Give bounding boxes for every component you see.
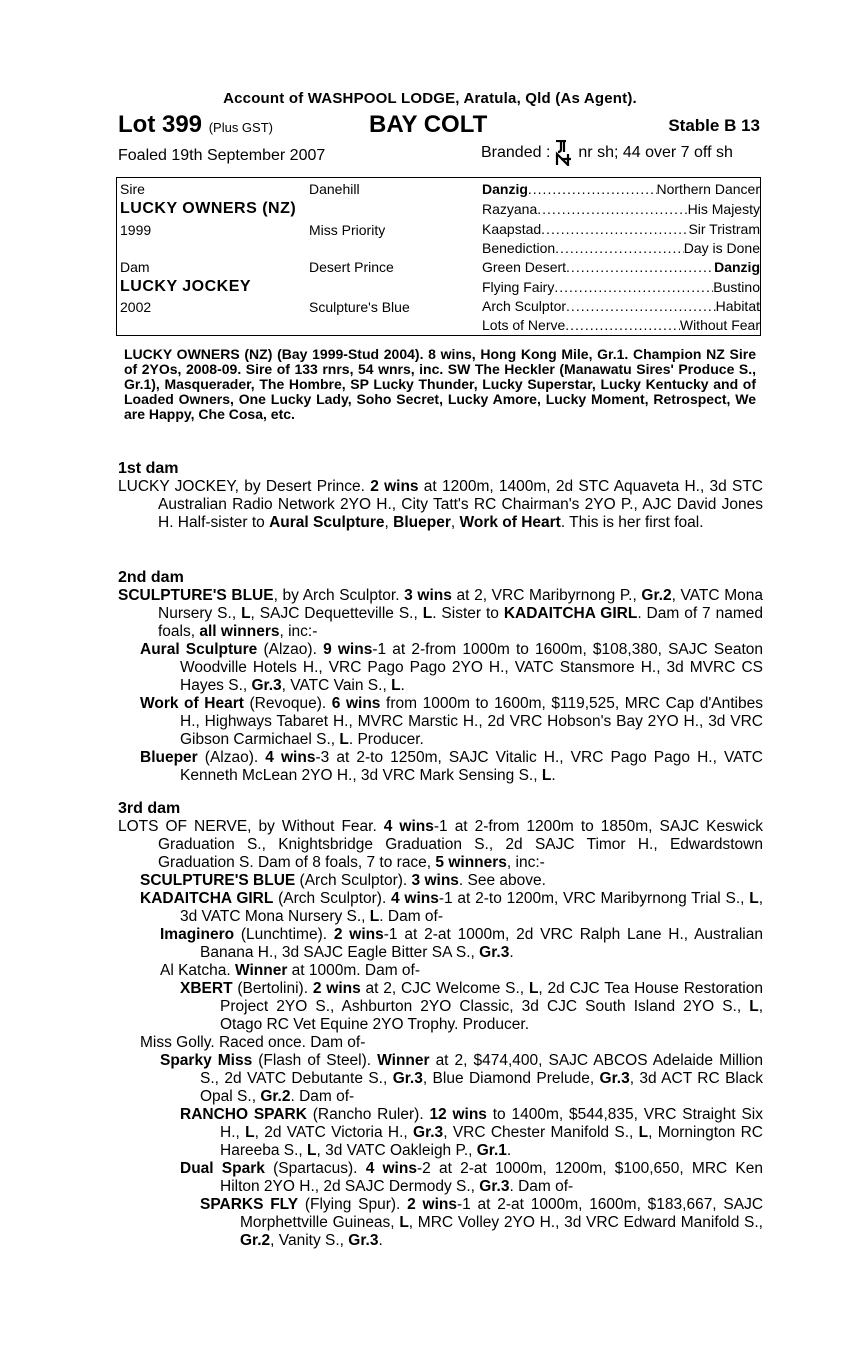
bold-run: Imaginero — [160, 926, 235, 943]
text-run: -1 at 2-at 1000m, 1600m, $183,667, SAJC Morphettville Guineas, — [240, 1196, 764, 1231]
bold-run: Gr.3 — [599, 1070, 630, 1087]
ancestor-sire: Danzig — [714, 259, 760, 275]
progeny-aural-sculpture — [118, 641, 763, 695]
text-run: (Arch Sculptor). — [295, 872, 412, 889]
bold-run: Gr.2 — [240, 1232, 271, 1249]
brand-details: nr sh; 44 over 7 off sh — [578, 144, 733, 161]
dam-sire: Desert Prince — [309, 259, 394, 275]
bold-run: Gr.3 — [348, 1232, 379, 1249]
sire-dam: Miss Priority — [309, 222, 386, 238]
first-dam-text — [118, 478, 763, 532]
bold-run: KADAITCHA GIRL — [503, 605, 638, 622]
bold-run: 2 wins — [312, 980, 361, 997]
text-run: . — [509, 944, 514, 961]
text-run: , Mornington RC Hareeba S., — [220, 1124, 763, 1159]
second-dam-heading: 2nd dam — [118, 569, 184, 586]
leader-dots — [555, 240, 684, 256]
lot-number — [118, 111, 273, 139]
ancestor-sire: Without Fear — [679, 317, 760, 333]
text-run: , 3d VATC Oakleigh P., — [316, 1142, 477, 1159]
bold-run: Winner — [377, 1052, 430, 1069]
ancestor-name: Flying Fairy — [482, 279, 555, 295]
leader-dots — [565, 317, 680, 333]
bold-run: 3 wins — [404, 587, 452, 604]
bold-run: L — [245, 1124, 255, 1141]
bold-run: 5 winners — [435, 854, 507, 871]
bold-run: Blueper — [393, 514, 451, 531]
first-dam-section — [118, 460, 763, 532]
text-run: , — [450, 514, 460, 531]
text-run: LUCKY JOCKEY, by Desert Prince. — [118, 478, 371, 495]
progeny-work-of-heart — [118, 695, 763, 749]
bold-run: XBERT — [180, 980, 233, 997]
sire-label: Sire — [120, 181, 145, 197]
text-run: at 2, $474,400, SAJC ABCOS Adelaide Million S., 2d VATC Debutante S., — [200, 1052, 764, 1087]
text-run: , VATC Vain S., — [281, 677, 392, 694]
third-dam-section — [118, 800, 763, 1250]
bold-run: 4 wins — [365, 1160, 417, 1177]
bold-run: 3 wins — [411, 872, 459, 889]
bold-run: L — [422, 605, 433, 622]
text-run: at 1000m. Dam of- — [287, 962, 421, 979]
text-run: , VATC Mona Nursery S., — [158, 587, 763, 622]
text-run: , Blue Diamond Prelude, — [422, 1070, 600, 1087]
sire-year: 1999 — [120, 222, 152, 238]
bold-run: Gr.1 — [476, 1142, 507, 1159]
text-run: . Dam of- — [379, 908, 443, 925]
bold-run: L — [391, 677, 401, 694]
third-dam-heading: 3rd dam — [118, 800, 181, 817]
ancestor-sire: Habitat — [715, 298, 760, 314]
bold-run: 2 wins — [370, 478, 419, 495]
bold-run: Aural Sculpture — [269, 514, 385, 531]
third-dam-text — [118, 818, 763, 872]
leader-dots — [554, 279, 713, 295]
ancestor-sire: Sir Tristram — [688, 221, 760, 237]
sire-summary: LUCKY OWNERS (NZ) (Bay 1999-Stud 2004). 8 wins, Hong Kong Mile, Gr.1. Champion NZ Sire of 2YOs, 2008-09. Sire of 133 rnrs, 54 wnrs, inc. SW The Heckler (Manawatu Sires' Produce S., Gr.1), Masquerader, The Hombre, SP Lucky Thunder, Lucky Superstar, Lucky Kentucky and of Loaded Owners, One Lucky Lady, Soho Secret, Lucky Amore, Lucky Moment, Retrospect, We are Happy, Che Cosa, etc. — [124, 346, 756, 422]
ancestor-sire: Day is Done — [683, 240, 760, 256]
bold-run: 12 wins — [429, 1106, 487, 1123]
text-run: -1 at 2-from 1000m to 1600m, $108,380, SAJC Seaton Woodville Hotels H., VRC Pago Pago 2YO H., VATC Stansmore H., 3d MVRC CS Hayes S., — [180, 641, 763, 694]
text-run: at 1200m, 1400m, 2d STC Aquaveta H., 3d STC Australian Radio Network 2YO H., City Tatt's RC Chairman's 2YO P., AJC David Jones H. Half-sister to — [158, 478, 763, 531]
text-run: (Lunchtime). — [234, 926, 334, 943]
text-run: (Flying Spur). — [298, 1196, 408, 1213]
ancestor-row — [482, 259, 760, 275]
account-line: Account of WASHPOOL LODGE, Aratula, Qld (As Agent). — [223, 90, 637, 107]
text-run: -2 at 2-at 1000m, 1200m, $100,650, MRC Ken Hilton 2YO H., 2d SAJC Dermody S., — [220, 1160, 763, 1195]
text-run: Al Katcha. — [160, 962, 235, 979]
text-run: LOTS OF NERVE, by Without Fear. — [118, 818, 384, 835]
bold-run: RANCHO SPARK — [180, 1106, 307, 1123]
leader-dots — [528, 181, 657, 197]
ancestor-sire: His Majesty — [687, 201, 760, 217]
ancestor-name: Danzig — [482, 181, 528, 197]
progeny-blueper — [118, 749, 763, 785]
bold-run: 4 wins — [265, 749, 316, 766]
first-dam-heading: 1st dam — [118, 460, 179, 477]
bold-run: L — [749, 998, 759, 1015]
brand-mark-icon — [554, 140, 574, 166]
text-run: . See above. — [458, 872, 546, 889]
bold-run: Sparky Miss — [160, 1052, 253, 1069]
bold-run: L — [369, 908, 380, 925]
text-run: , 3d ACT RC Black Opal S., — [200, 1070, 763, 1105]
text-run: , Otago RC Vet Equine 2YO Trophy. Producer. — [220, 998, 763, 1033]
horse-description: BAY COLT — [369, 111, 488, 138]
brand-info — [481, 140, 733, 166]
bold-run: 9 wins — [323, 641, 373, 658]
bold-run: Gr.3 — [251, 677, 282, 694]
text-run: , VRC Chester Manifold S., — [443, 1124, 639, 1141]
bold-run: L — [307, 1142, 317, 1159]
bold-run: 4 wins — [391, 890, 439, 907]
bold-run: L — [541, 767, 552, 784]
leader-dots — [566, 259, 714, 275]
ancestor-row — [482, 317, 760, 333]
text-run: (Arch Sculptor). — [273, 890, 392, 907]
progeny-xbert — [118, 980, 763, 1034]
text-run: . Sister to — [432, 605, 504, 622]
text-run: . — [506, 1142, 512, 1159]
text-run: , 2d CJC Tea House Restoration Project 2YO S., Ashburton 2YO Classic, 3d CJC South Island 2YO S., — [220, 980, 763, 1015]
ancestor-row — [482, 240, 760, 256]
text-run: -1 at 2-at 1000m, 2d VRC Ralph Lane H., Australian Banana H., 3d SAJC Eagle Bitter SA S., — [200, 926, 763, 961]
branded-label: Branded : — [481, 144, 551, 161]
text-run: (Revoque). — [243, 695, 332, 712]
text-run: . — [400, 677, 405, 694]
text-run: . Producer. — [348, 731, 424, 748]
text-run: at 2, CJC Welcome S., — [360, 980, 529, 997]
text-run: (Spartacus). — [264, 1160, 366, 1177]
bold-run: Winner — [234, 962, 288, 979]
text-run: . — [378, 1232, 383, 1249]
bold-run: L — [638, 1124, 649, 1141]
text-run: -3 at 2-to 1250m, SAJC Vitalic H., VRC Pago Pago H., VATC Kenneth McLean 2YO H., 3d VRC Mark Sensing S., — [180, 749, 763, 784]
progeny-sculptures-blue — [118, 872, 763, 890]
progeny-kadaitcha-girl — [118, 890, 763, 926]
ancestor-name: Lots of Nerve — [482, 317, 566, 333]
bold-run: SCULPTURE'S BLUE — [118, 587, 274, 604]
text-run: at 2, VRC Maribyrnong P., — [451, 587, 642, 604]
progeny-rancho-spark — [118, 1106, 763, 1160]
bold-run: Work of Heart — [140, 695, 244, 712]
ancestor-name: Arch Sculptor — [482, 298, 567, 314]
text-run: to 1400m, $544,835, VRC Straight Six H., — [220, 1106, 763, 1141]
leader-dots — [537, 201, 687, 217]
dam-year: 2002 — [120, 299, 152, 315]
text-run: , 3d VATC Mona Nursery S., — [180, 890, 764, 925]
ancestor-name: Green Desert — [482, 259, 567, 275]
text-run: from 1000m to 1600m, $119,525, MRC Cap d'Antibes H., Highways Tabaret H., MVRC Marstic H., 2d VRC Hobson's Bay 2YO H., 3d VRC Gibson Carmichael S., — [180, 695, 763, 748]
bold-run: 2 wins — [407, 1196, 457, 1213]
ancestor-sire: Bustino — [713, 279, 760, 295]
bold-run: L — [241, 605, 251, 622]
bold-run: SCULPTURE'S BLUE — [140, 872, 296, 889]
text-run: , inc:- — [506, 854, 545, 871]
bold-run: Gr.2 — [641, 587, 672, 604]
text-run: -1 at 2-from 1200m to 1850m, SAJC Keswick Graduation S., Knightsbridge Graduation S., 2d SAJC Timor H., Edwardstown Graduation S. Dam of 8 foals, 7 to race, — [158, 818, 763, 871]
bold-run: L — [399, 1214, 409, 1231]
text-run: , SAJC Dequetteville S., — [250, 605, 423, 622]
ancestor-row — [482, 279, 760, 295]
lot-gst-note: (Plus GST) — [208, 120, 273, 135]
text-run: , — [384, 514, 394, 531]
text-run: , MRC Volley 2YO H., 3d VRC Edward Manifold S., — [408, 1214, 763, 1231]
text-run: (Bertolini). — [232, 980, 313, 997]
ancestor-row — [482, 298, 760, 314]
text-run: (Flash of Steel). — [252, 1052, 378, 1069]
text-run: . — [551, 767, 556, 784]
text-run: Miss Golly. Raced once. Dam of- — [140, 1034, 366, 1051]
bold-run: 2 wins — [333, 926, 384, 943]
lot-line — [118, 111, 760, 141]
text-run: . Dam of- — [509, 1178, 574, 1195]
text-run: . Dam of- — [290, 1088, 355, 1105]
bold-run: Dual Spark — [180, 1160, 265, 1177]
second-dam-section — [118, 569, 763, 785]
progeny-dual-spark — [118, 1160, 763, 1196]
lot-label: Lot 399 — [118, 111, 203, 138]
text-run: , Vanity S., — [270, 1232, 349, 1249]
leader-dots — [541, 221, 688, 237]
progeny-al-katcha — [118, 962, 763, 980]
bold-run: Gr.3 — [479, 944, 510, 961]
ancestor-name: Razyana — [482, 201, 538, 217]
bold-run: KADAITCHA GIRL — [140, 890, 274, 907]
bold-run: Aural Sculpture — [140, 641, 258, 658]
leader-dots — [566, 298, 716, 314]
foaled-date: Foaled 19th September 2007 — [118, 147, 326, 164]
bold-run: 4 wins — [383, 818, 434, 835]
text-run: , 2d VATC Victoria H., — [254, 1124, 414, 1141]
progeny-sparky-miss — [118, 1052, 763, 1106]
bold-run: Gr.3 — [392, 1070, 423, 1087]
ancestor-name: Benediction — [482, 240, 556, 256]
ancestor-row — [482, 181, 760, 197]
pedigree-table — [116, 177, 761, 336]
dam-label: Dam — [120, 259, 150, 275]
text-run: , by Arch Sculptor. — [273, 587, 405, 604]
ancestor-row — [482, 201, 760, 217]
text-run: , inc:- — [279, 623, 318, 640]
bold-run: Blueper — [140, 749, 198, 766]
stable-number: Stable B 13 — [668, 116, 760, 135]
bold-run: Gr.3 — [413, 1124, 444, 1141]
bold-run: Work of Heart — [459, 514, 561, 531]
sire-sire: Danehill — [309, 181, 360, 197]
ancestor-sire: Northern Dancer — [656, 181, 760, 197]
progeny-miss-golly — [118, 1034, 763, 1052]
ancestor-row — [482, 221, 760, 237]
second-dam-text — [118, 587, 763, 641]
progeny-imaginero — [118, 926, 763, 962]
dam-dam: Sculpture's Blue — [309, 299, 410, 315]
bold-run: all winners — [199, 623, 280, 640]
sire-name: LUCKY OWNERS (NZ) — [120, 200, 297, 217]
bold-run: L — [528, 980, 539, 997]
dam-name: LUCKY JOCKEY — [120, 278, 252, 295]
bold-run: Gr.3 — [479, 1178, 510, 1195]
text-run: -1 at 2-to 1200m, VRC Maribyrnong Trial S., — [438, 890, 750, 907]
text-run: . This is her first foal. — [560, 514, 704, 531]
text-run: . Dam of 7 named foals, — [158, 605, 763, 640]
bold-run: Gr.2 — [260, 1088, 291, 1105]
bold-run: SPARKS FLY — [200, 1196, 299, 1213]
text-run: (Alzao). — [197, 749, 266, 766]
bold-run: L — [749, 890, 759, 907]
bold-run: 6 wins — [331, 695, 381, 712]
text-run: (Rancho Ruler). — [306, 1106, 430, 1123]
ancestor-name: Kaapstad — [482, 221, 542, 237]
text-run: (Alzao). — [257, 641, 324, 658]
progeny-sparks-fly — [118, 1196, 763, 1250]
bold-run: L — [339, 731, 349, 748]
